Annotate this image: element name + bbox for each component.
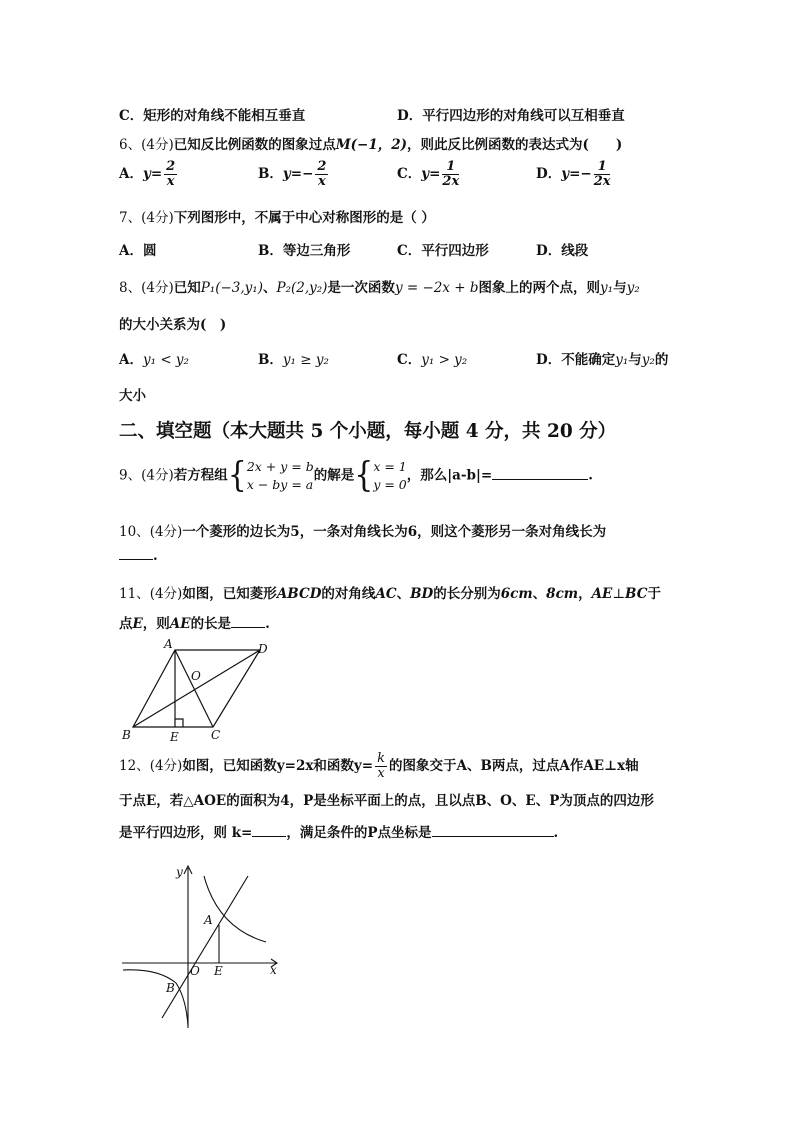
left-brace-icon: {	[354, 455, 374, 496]
question-score: (4分)	[141, 467, 174, 484]
point-p1: P₁(−3,y₁)	[200, 280, 263, 296]
label-o: O	[190, 964, 200, 978]
hyperbola-branch-2-upper	[123, 970, 188, 1026]
q8-line2: 的大小关系为( )	[119, 317, 227, 333]
label-b: B	[122, 728, 131, 742]
point-p2: P₂(2,y₂)	[276, 280, 328, 296]
question-8: 8、(4分)已知P₁(−3,y₁)、P₂(2,y₂)是一次函数y = −2x + b图象上的两个点，则y₁与y₂	[119, 280, 640, 296]
point-m: M(−1，2)	[335, 137, 408, 153]
fraction: $\frac{1}{2x}$	[442, 159, 460, 189]
q12-line3: 是平行四边形，则 k= ，满足条件的P点坐标是 .	[119, 825, 559, 841]
q6-option-c: C．y= $\frac{1}{2x}$	[397, 159, 460, 189]
fraction: $\frac{1}{2x}$	[593, 159, 611, 189]
linear-function: y = −2x + b	[394, 280, 479, 296]
q12-line2: 于点E，若△AOE的面积为4，P是坐标平面上的点，且以点B、O、E、P为顶点的四边形	[119, 793, 654, 809]
question-text: 下列图形中，不属于中心对称图形的是（ ）	[173, 210, 435, 226]
question-score: (4分)	[149, 586, 183, 602]
q7-option-b: B．等边三角形	[258, 243, 351, 259]
question-score: (4分)	[149, 524, 183, 540]
question-score: (4分)	[141, 210, 174, 226]
q8-option-b: B．y₁ ≥ y₂	[258, 352, 329, 368]
right-angle-mark	[175, 719, 183, 727]
label-o: O	[191, 669, 201, 683]
label-a: A	[164, 637, 173, 651]
fraction: $\frac{2}{x}$	[317, 159, 327, 189]
question-text: 一个菱形的边长为5，一条对角线长为6，则这个菱形另一条对角线长为	[182, 524, 607, 540]
section-heading	[119, 417, 616, 443]
q7-option-a: A．圆	[119, 243, 157, 259]
question-number: 6、	[119, 137, 142, 153]
q6-option-b: B．y=− $\frac{2}{x}$	[258, 159, 327, 189]
question-9: 9、(4分)若方程组{ 2x + y = b x − by = a 的解是{ x = 1 y = 0 ，那么|a-b|= .	[119, 455, 593, 496]
fraction: $\frac{k}{x}$	[377, 751, 385, 781]
question-number: 11、	[119, 586, 150, 602]
q7-option-d: D．线段	[536, 243, 589, 259]
label-y: y	[176, 865, 183, 879]
solution-system: x = 1 y = 0	[373, 459, 407, 492]
label-e: E	[214, 964, 223, 978]
answer-blank[interactable]	[231, 627, 265, 628]
function-graph	[118, 858, 288, 1030]
question-number: 8、	[119, 280, 142, 296]
line-y-2x	[162, 876, 248, 1018]
fraction: $\frac{2}{x}$	[166, 159, 176, 189]
question-score: (4分)	[141, 280, 174, 296]
question-number: 10、	[119, 524, 150, 540]
question-6	[119, 133, 622, 153]
question-7	[119, 206, 435, 226]
question-10	[119, 520, 606, 540]
question-number: 9、	[119, 467, 142, 484]
label-b: B	[166, 981, 175, 995]
diagonal-bd	[133, 650, 260, 727]
left-brace-icon: {	[227, 455, 247, 496]
question-text: 已知反比例函数的图象过点	[173, 137, 336, 153]
answer-blank-p[interactable]	[432, 836, 554, 837]
q10-answer-line: .	[119, 548, 158, 564]
answer-blank-k[interactable]	[252, 836, 286, 837]
answer-blank[interactable]	[119, 559, 153, 560]
question-score: (4分)	[149, 758, 183, 774]
q8-option-d: D．不能确定y₁与y₂的	[536, 352, 669, 368]
label-x: x	[270, 963, 277, 977]
q8-option-c: C．y₁ > y₂	[397, 352, 468, 368]
question-score: (4分)	[141, 137, 174, 153]
label-e: E	[170, 730, 179, 744]
question-number: 7、	[119, 210, 142, 226]
label-c: C	[211, 728, 221, 742]
question-12: 12、(4分)如图，已知函数y=2x和函数y= $\frac{k}{x}$ 的图象交于A、B两点，过点A作AE⊥x轴	[119, 751, 639, 781]
rhombus-figure	[118, 636, 278, 746]
q7-option-c: C．平行四边形	[397, 243, 489, 259]
q8-option-d-cont: 大小	[119, 388, 146, 404]
q5-option-c: C．矩形的对角线不能相互垂直	[119, 108, 306, 124]
hyperbola-branch-1	[204, 876, 266, 942]
question-text-tail: ，则此反比例函数的表达式为( )	[407, 137, 623, 153]
q6-option-a: A．y= $\frac{2}{x}$	[119, 159, 176, 189]
section-title: 二、填空题（本大题共 5 个小题，每小题 4 分，共 20 分）	[119, 421, 617, 442]
equation-system: 2x + y = b x − by = a	[246, 459, 314, 492]
label-a: A	[204, 913, 213, 927]
label-d: D	[258, 642, 268, 656]
q8-option-a: A．y₁ < y₂	[119, 352, 189, 368]
question-number: 12、	[119, 758, 150, 774]
q5-option-d: D．平行四边形的对角线可以互相垂直	[397, 108, 625, 124]
diagonal-ac	[175, 650, 213, 727]
q6-option-d: D．y=− $\frac{1}{2x}$	[536, 159, 611, 189]
question-11: 11、(4分)如图，已知菱形ABCD的对角线AC、BD的长分别为6cm、8cm，AE⊥BC于	[119, 586, 661, 602]
answer-blank[interactable]	[492, 479, 588, 480]
q11-line2: 点E，则AE的长是 .	[119, 616, 270, 632]
